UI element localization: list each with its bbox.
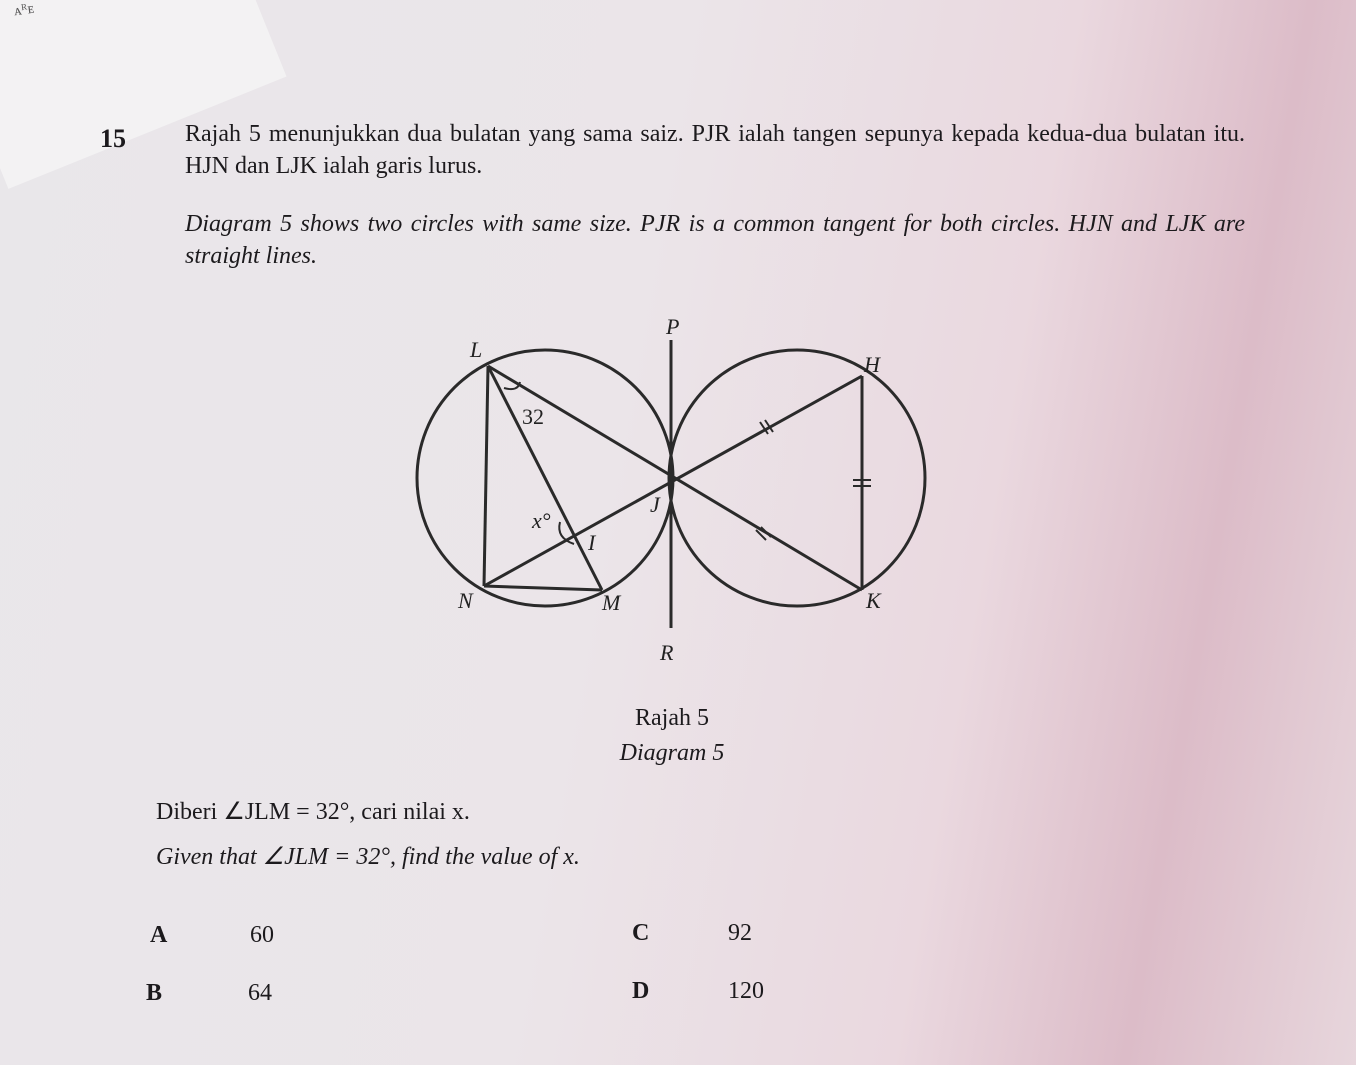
label-m: M: [602, 590, 621, 615]
corner-text: ᴀᴿᴇ: [12, 0, 36, 20]
label-i: I: [588, 530, 596, 555]
label-r: R: [660, 640, 674, 665]
line-ln: [484, 366, 488, 586]
diagram-caption-malay: Rajah 5: [635, 705, 709, 731]
option-b-value: 64: [248, 980, 272, 1006]
label-angle-32: 32: [522, 404, 544, 429]
question-text-english: Diagram 5 shows two circles with same size. PJR is a common tangent for both circles. HJN and LJK are straight lines.: [185, 211, 1245, 269]
label-l: L: [470, 337, 483, 362]
option-d-value: 120: [728, 978, 764, 1004]
option-b-letter: B: [146, 980, 163, 1006]
question-text-malay: Rajah 5 menunjukkan dua bulatan yang sama saiz. PJR ialah tangen sepunya kepada kedua-dua bulatan itu. HJN dan LJK ialah garis lurus.: [185, 121, 1245, 179]
given-malay: Diberi ∠JLM = 32°, cari nilai x.: [156, 799, 470, 825]
label-n: N: [458, 588, 473, 613]
label-k: K: [866, 588, 881, 613]
option-a-value: 60: [250, 922, 274, 948]
label-p: P: [666, 314, 680, 339]
diagram-caption-english: Diagram 5: [619, 740, 725, 766]
option-a-letter: A: [150, 922, 168, 948]
option-c-letter: C: [632, 920, 650, 946]
right-circle: [669, 350, 925, 606]
given-english: Given that ∠JLM = 32°, find the value of x.: [156, 844, 580, 870]
label-x: x°: [532, 508, 551, 533]
label-h: H: [864, 352, 880, 377]
label-j: J: [650, 492, 660, 517]
question-number: 15: [100, 124, 126, 153]
option-c-value: 92: [728, 920, 752, 946]
line-nm: [484, 586, 602, 590]
tick-marks: [756, 420, 871, 540]
option-d-letter: D: [632, 978, 650, 1004]
